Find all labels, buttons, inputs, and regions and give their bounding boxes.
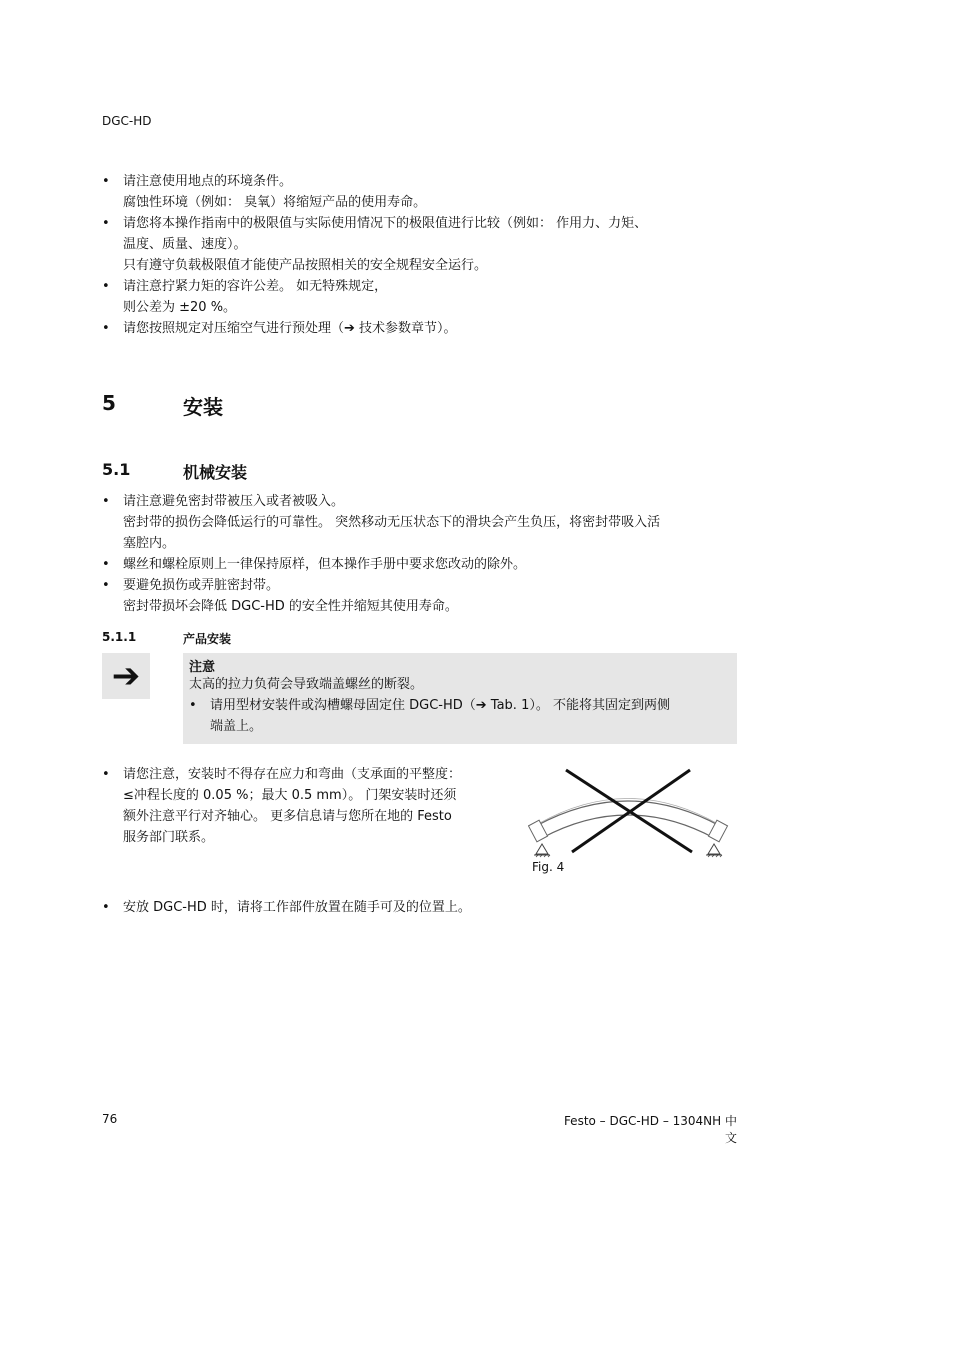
list-item-line: 温度、质量、速度）。 — [123, 237, 247, 252]
note-bullet-list — [189, 695, 734, 737]
list-item-line: • 请注意使用地点的环境条件。 — [123, 174, 293, 189]
section-5-1-1-number: 5.1.1 — [102, 630, 137, 644]
list-item — [102, 491, 742, 554]
list-item-line: 端盖上。 — [210, 719, 263, 734]
list-item-line: • 螺丝和螺栓原则上一律保持原样，但本操作手册中要求您改动的除外。 — [123, 557, 527, 572]
list-item-line: ≤冲程长度的 0.05 %；最大 0.5 mm）。 门架安装时还须 — [123, 788, 457, 803]
list-item — [189, 695, 734, 737]
list-item-line: • 请您按照规定对压缩空气进行预处理（➔ 技术参数章节）。 — [123, 321, 457, 336]
list-item-line: 塞腔内。 — [123, 536, 176, 551]
list-item-line: • 请注意避免密封带被压入或者被吸入。 — [123, 494, 345, 509]
section-5-1-1-title: 产品安装 — [183, 632, 232, 646]
list-item — [102, 276, 742, 318]
note-box — [183, 653, 737, 744]
list-item — [102, 897, 742, 918]
section-5-title: 安装 — [183, 395, 223, 419]
list-item-line: • 请您注意，安装时不得存在应力和弯曲（支承面的平整度： — [123, 767, 462, 782]
list-item-line: 腐蚀性环境（例如： 臭氧）将缩短产品的使用寿命。 — [123, 195, 427, 210]
note-text: 太高的拉力负荷会导致端盖螺丝的断裂。 — [189, 677, 424, 692]
list-item — [102, 171, 742, 213]
footer-doc-info: Festo – DGC-HD – 1304NH 中文 — [563, 1114, 737, 1145]
section-5-1-number: 5.1 — [102, 460, 131, 479]
list-item — [102, 213, 742, 276]
list-item-line: 密封带损坏会降低 DGC-HD 的安全性并缩短其使用寿命。 — [123, 599, 458, 614]
list-item-line: 密封带的损伤会降低运行的可靠性。 突然移动无压状态下的滑块会产生负压，将密封带吸入活 — [123, 515, 661, 530]
list-item-line: • 请用型材安装件或沟槽螺母固定住 DGC-HD（➔ Tab. 1）。 不能将其固定到两侧 — [210, 698, 670, 713]
figure-caption: Fig. 4 — [532, 860, 565, 874]
intro-bullet-list — [102, 171, 742, 339]
list-item-line: • 请注意拧紧力矩的容许公差。 如无特殊规定， — [123, 279, 388, 294]
last-bullet-list — [102, 897, 742, 918]
list-item — [102, 554, 742, 575]
section-5-1-bullet-list — [102, 491, 742, 617]
flatness-bullet-list — [102, 764, 522, 848]
list-item — [102, 318, 742, 339]
list-item — [102, 575, 742, 617]
doc-header: DGC-HD — [102, 114, 152, 128]
section-5-number: 5 — [102, 391, 116, 415]
section-5-1-title: 机械安装 — [183, 463, 248, 482]
list-item-line: • 安放 DGC-HD 时，请将工作部件放置在随手可及的位置上。 — [123, 900, 471, 915]
page-number: 76 — [102, 1112, 118, 1126]
list-item-line: 服务部门联系。 — [123, 830, 215, 845]
note-title: 注意 — [189, 660, 216, 675]
list-item-line: • 要避免损伤或弄脏密封带。 — [123, 578, 280, 593]
note-arrow-icon: ➔ — [102, 653, 150, 699]
list-item-line: 只有遵守负载极限值才能使产品按照相关的安全规程安全运行。 — [123, 258, 488, 273]
list-item-line: 则公差为 ±20 %。 — [123, 300, 237, 315]
list-item-line: 额外注意平行对齐轴心。 更多信息请与您所在地的 Festo — [123, 809, 452, 824]
list-item-line: • 请您将本操作指南中的极限值与实际使用情况下的极限值进行比较（例如： 作用力、力矩、 — [123, 216, 648, 231]
figure-4-bent-profile — [528, 764, 738, 860]
list-item — [102, 764, 522, 848]
